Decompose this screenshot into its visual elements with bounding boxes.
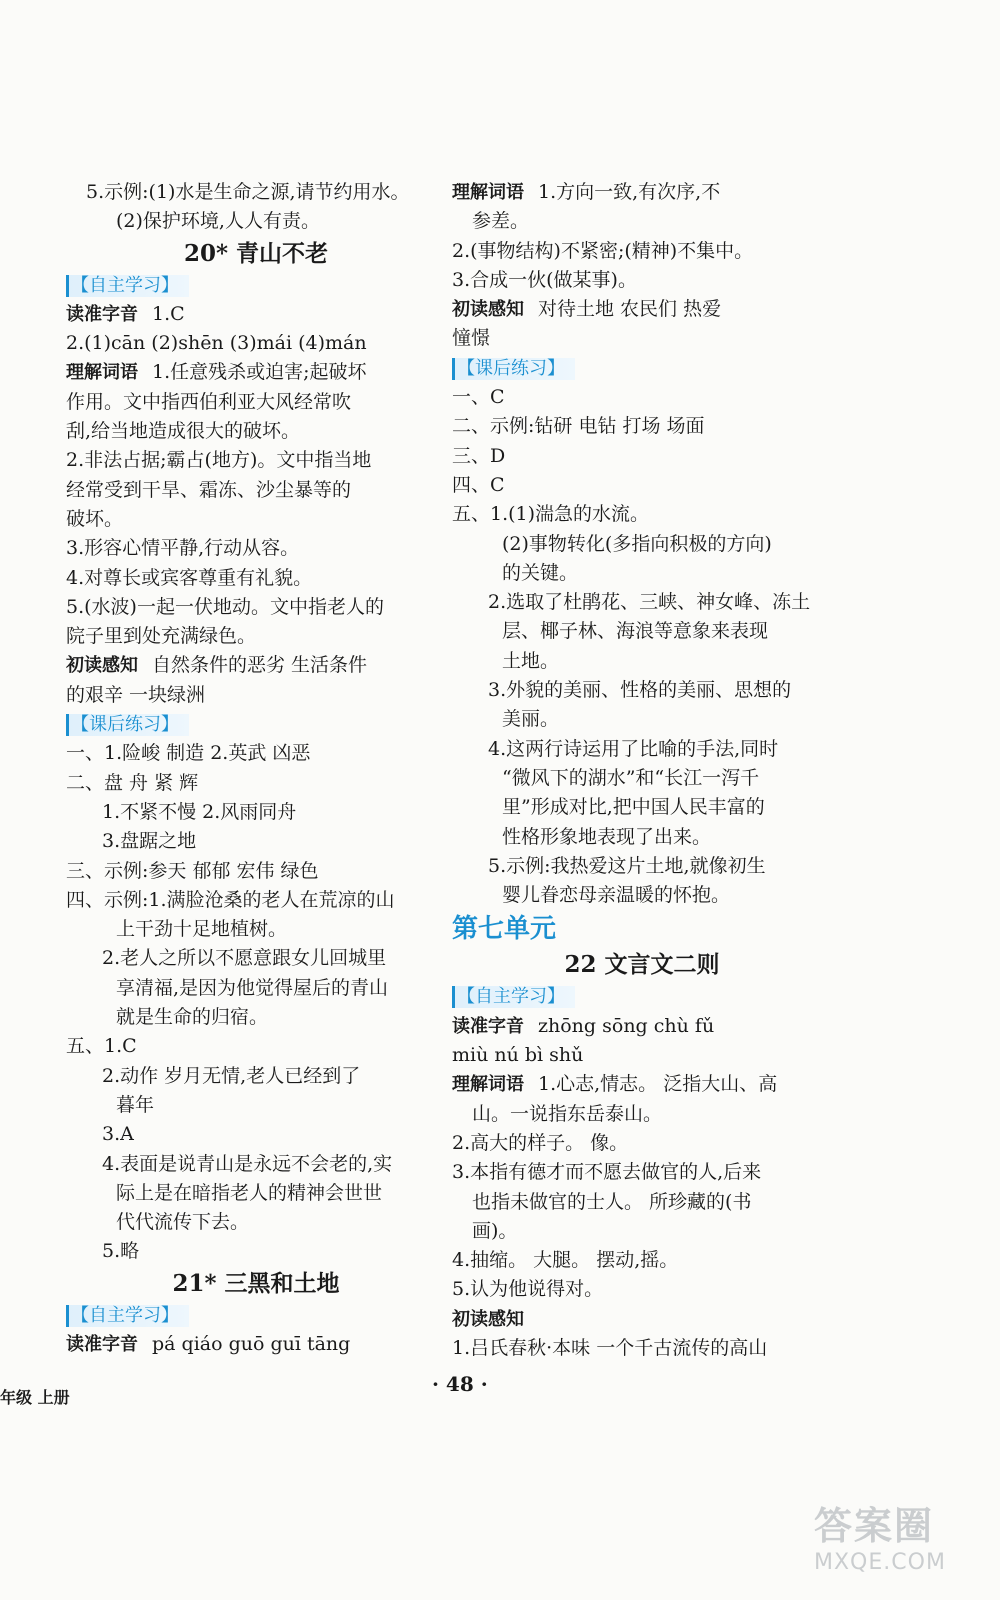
text-line bbox=[66, 271, 446, 300]
text-line bbox=[66, 1179, 446, 1208]
line-text: 5.认为他说得对。 bbox=[452, 1278, 604, 1301]
item-label: 读准字音 bbox=[452, 1015, 524, 1037]
text-line bbox=[452, 1305, 832, 1334]
line-text: 作用。文中指西伯利亚大风经常吹 bbox=[66, 390, 352, 413]
line-text: 2.老人之所以不愿意跟女儿回城里 bbox=[102, 947, 387, 970]
line-text: 自然条件的恶劣 生活条件 bbox=[152, 654, 368, 677]
line-text: 21* 三黑和土地 bbox=[172, 1269, 340, 1297]
line-text: 2.高大的样子。 像。 bbox=[452, 1131, 629, 1154]
item-label: 初读感知 bbox=[452, 299, 524, 321]
item-label: 初读感知 bbox=[66, 655, 138, 677]
text-line bbox=[452, 412, 832, 441]
line-text: pá qiáo guō guī tāng bbox=[152, 1332, 351, 1355]
line-text: 5.示例:我热爱这片土地,就像初生 bbox=[488, 854, 766, 877]
text-line bbox=[66, 300, 446, 329]
text-line bbox=[66, 622, 446, 651]
text-line bbox=[452, 852, 832, 881]
line-text: 1.吕氏春秋·本味 一个千古流传的高山 bbox=[452, 1336, 768, 1359]
text-line bbox=[452, 764, 832, 793]
text-line bbox=[66, 681, 446, 710]
text-line bbox=[66, 417, 446, 446]
line-text: 的艰辛 一块绿洲 bbox=[66, 683, 206, 706]
line-text: 里”形成对比,把中国人民丰富的 bbox=[502, 796, 765, 819]
line-text: 五、1.(1)湍急的水流。 bbox=[452, 503, 650, 526]
line-text: 1.C bbox=[152, 302, 185, 325]
watermark-logo: 答案圈 bbox=[814, 1504, 935, 1548]
text-line bbox=[452, 647, 832, 676]
text-line bbox=[66, 207, 446, 236]
line-text: 五、1.C bbox=[66, 1035, 137, 1058]
text-line bbox=[452, 530, 832, 559]
line-text: 刮,给当地造成很大的破坏。 bbox=[66, 420, 301, 443]
text-line bbox=[66, 827, 446, 856]
text-line bbox=[66, 1330, 446, 1359]
item-label: 理解词语 bbox=[452, 1074, 524, 1096]
section-title bbox=[66, 237, 446, 271]
section-tag: 【课后练习】 bbox=[452, 358, 575, 380]
line-text: 4.表面是说青山是永远不会老的,实 bbox=[102, 1152, 393, 1175]
line-text: 一、1.险峻 制造 2.英武 凶恶 bbox=[66, 742, 311, 765]
line-text: 2.(1)cān (2)shēn (3)mái (4)mán bbox=[66, 332, 367, 355]
text-line bbox=[452, 793, 832, 822]
line-text: 1.心志,情志。 泛指大山、高 bbox=[538, 1073, 778, 1096]
line-text: 5.示例:(1)水是生命之源,请节约用水。 bbox=[86, 181, 410, 203]
line-text: 5.(水波)一起一伏地动。文中指老人的 bbox=[66, 595, 384, 618]
text-line bbox=[452, 735, 832, 764]
line-text: 2.选取了杜鹃花、三峡、神女峰、冻土 bbox=[488, 591, 811, 614]
line-text: 对待土地 农民们 热爱 bbox=[538, 298, 722, 321]
line-text: 二、盘 舟 紧 辉 bbox=[66, 771, 199, 794]
line-text: 3.A bbox=[102, 1123, 134, 1146]
line-text: 代代流传下去。 bbox=[116, 1211, 250, 1234]
text-line bbox=[452, 823, 832, 852]
text-line bbox=[66, 651, 446, 680]
section-title bbox=[452, 948, 832, 982]
item-label: 读准字音 bbox=[66, 303, 138, 325]
text-line bbox=[452, 324, 832, 353]
text-line bbox=[66, 1301, 446, 1330]
text-line bbox=[452, 178, 832, 207]
line-text: 暮年 bbox=[116, 1093, 155, 1116]
line-text: 院子里到处充满绿色。 bbox=[66, 625, 257, 648]
text-line bbox=[66, 1120, 446, 1149]
line-text: 2.非法占据;霸占(地方)。文中指当地 bbox=[66, 449, 372, 472]
text-line bbox=[452, 588, 832, 617]
text-line bbox=[66, 857, 446, 886]
text-line bbox=[452, 237, 832, 266]
line-text: 1.任意残杀或迫害;起破坏 bbox=[152, 361, 367, 384]
item-label: 读准字音 bbox=[66, 1333, 138, 1355]
text-line bbox=[66, 769, 446, 798]
footer-grade-label: 年级 上册 bbox=[0, 1388, 70, 1407]
text-line bbox=[452, 982, 832, 1011]
text-line bbox=[66, 886, 446, 915]
line-text: 2.(事物结构)不紧密;(精神)不集中。 bbox=[452, 239, 754, 262]
line-text: 层、椰子林、海浪等意象来表现 bbox=[502, 620, 769, 643]
text-line bbox=[452, 1129, 832, 1158]
text-line bbox=[452, 207, 832, 236]
line-text: 4.抽缩。 大腿。 摆动,摇。 bbox=[452, 1249, 679, 1272]
text-line bbox=[66, 1150, 446, 1179]
line-text: 20* 青山不老 bbox=[183, 239, 329, 267]
text-line bbox=[66, 798, 446, 827]
line-text: “微风下的湖水”和“长江一泻千 bbox=[502, 766, 760, 789]
watermark bbox=[814, 1495, 984, 1595]
line-text: 三、D bbox=[452, 444, 506, 467]
line-text: 1.方向一致,有次序,不 bbox=[538, 181, 721, 203]
text-line bbox=[66, 388, 446, 417]
text-line bbox=[452, 266, 832, 295]
page-number: · 48 · bbox=[432, 1372, 488, 1396]
line-text: 四、示例:1.满脸沧桑的老人在荒凉的山 bbox=[66, 888, 395, 911]
line-text: 3.外貌的美丽、性格的美丽、思想的 bbox=[488, 679, 792, 702]
line-text: 4.这两行诗运用了比喻的手法,同时 bbox=[488, 737, 779, 760]
line-text: 的关键。 bbox=[502, 561, 579, 584]
line-text: 3.形容心情平静,行动从容。 bbox=[66, 537, 300, 560]
text-line bbox=[66, 446, 446, 475]
text-line bbox=[452, 442, 832, 471]
text-line bbox=[66, 1208, 446, 1237]
line-text: 3.本指有德才而不愿去做官的人,后来 bbox=[452, 1161, 762, 1184]
line-text: 三、示例:参天 郁郁 宏伟 绿色 bbox=[66, 859, 319, 882]
line-text: 美丽。 bbox=[502, 708, 560, 731]
section-tag: 【自主学习】 bbox=[452, 986, 575, 1008]
text-line bbox=[452, 1217, 832, 1246]
section-title bbox=[66, 1267, 446, 1301]
text-line bbox=[66, 1032, 446, 1061]
text-line bbox=[452, 1100, 832, 1129]
line-text: (2)保护环境,人人有责。 bbox=[116, 210, 320, 233]
right-column bbox=[452, 178, 832, 1363]
line-text: 破坏。 bbox=[66, 507, 124, 530]
line-text: 憧憬 bbox=[452, 327, 491, 350]
line-text: 四、C bbox=[452, 473, 505, 496]
text-line bbox=[452, 1012, 832, 1041]
text-line bbox=[66, 974, 446, 1003]
line-text: 际上是在暗指老人的精神会世世 bbox=[116, 1181, 383, 1204]
text-line bbox=[452, 1246, 832, 1275]
text-line bbox=[452, 295, 832, 324]
section-tag: 【课后练习】 bbox=[66, 714, 189, 736]
left-column bbox=[66, 178, 446, 1359]
text-line bbox=[452, 617, 832, 646]
text-line bbox=[452, 705, 832, 734]
text-line bbox=[452, 1070, 832, 1099]
line-text: 经常受到干旱、霜冻、沙尘暴等的 bbox=[66, 478, 352, 501]
text-line bbox=[66, 1237, 446, 1266]
text-line bbox=[452, 1334, 832, 1363]
item-label: 理解词语 bbox=[66, 362, 138, 384]
text-line bbox=[66, 710, 446, 739]
text-line bbox=[66, 739, 446, 768]
text-line bbox=[66, 1003, 446, 1032]
text-line bbox=[66, 505, 446, 534]
line-text: 上干劲十足地植树。 bbox=[116, 918, 288, 941]
text-line bbox=[66, 476, 446, 505]
line-text: 2.动作 岁月无情,老人已经到了 bbox=[102, 1064, 361, 1087]
text-line bbox=[452, 354, 832, 383]
text-line bbox=[452, 559, 832, 588]
unit-heading bbox=[452, 910, 832, 948]
line-text: 就是生命的归宿。 bbox=[116, 1006, 269, 1029]
line-text: 4.对尊长或宾客尊重有礼貌。 bbox=[66, 566, 313, 589]
line-text: 一、C bbox=[452, 386, 505, 409]
line-text: 二、示例:钻研 电钻 打场 场面 bbox=[452, 415, 705, 438]
line-text: 山。一说指东岳泰山。 bbox=[472, 1102, 663, 1125]
line-text: 土地。 bbox=[502, 649, 560, 672]
text-line bbox=[66, 1062, 446, 1091]
text-line bbox=[66, 944, 446, 973]
text-line bbox=[452, 1158, 832, 1187]
item-label: 理解词语 bbox=[452, 182, 524, 203]
text-line bbox=[66, 534, 446, 563]
text-line bbox=[452, 471, 832, 500]
watermark-domain: MXQE.COM bbox=[814, 1550, 946, 1575]
line-text: 3.盘踞之地 bbox=[102, 830, 197, 853]
text-line bbox=[452, 1188, 832, 1217]
text-line bbox=[66, 564, 446, 593]
text-line bbox=[66, 329, 446, 358]
text-line bbox=[452, 881, 832, 910]
text-line bbox=[452, 500, 832, 529]
text-line bbox=[66, 915, 446, 944]
text-line bbox=[452, 1275, 832, 1304]
line-text: 性格形象地表现了出来。 bbox=[502, 825, 712, 848]
text-line bbox=[66, 358, 446, 387]
text-line bbox=[452, 676, 832, 705]
line-text: miù nú bì shǔ bbox=[452, 1044, 584, 1067]
line-text: 1.不紧不慢 2.风雨同舟 bbox=[102, 800, 297, 823]
section-tag: 【自主学习】 bbox=[66, 275, 189, 297]
section-tag: 【自主学习】 bbox=[66, 1305, 189, 1327]
text-line bbox=[452, 383, 832, 412]
line-text: 3.合成一伙(做某事)。 bbox=[452, 268, 637, 291]
line-text: 也指未做官的士人。 所珍藏的(书 bbox=[472, 1190, 752, 1213]
line-text: 第七单元 bbox=[452, 914, 557, 945]
text-line bbox=[66, 1091, 446, 1120]
line-text: 享清福,是因为他觉得屋后的青山 bbox=[116, 976, 389, 999]
item-label: 初读感知 bbox=[452, 1308, 524, 1330]
line-text: 参差。 bbox=[472, 210, 530, 233]
line-text: 22 文言文二则 bbox=[564, 951, 720, 979]
text-line bbox=[66, 593, 446, 622]
line-text: 5.略 bbox=[102, 1240, 140, 1263]
text-line bbox=[452, 1041, 832, 1070]
line-text: zhōng sōng chù fǔ bbox=[538, 1014, 715, 1037]
line-text: 画)。 bbox=[472, 1219, 518, 1242]
text-line bbox=[66, 178, 446, 207]
line-text: (2)事物转化(多指向积极的方向) bbox=[502, 532, 772, 555]
line-text: 婴儿眷恋母亲温暖的怀抱。 bbox=[502, 884, 731, 907]
